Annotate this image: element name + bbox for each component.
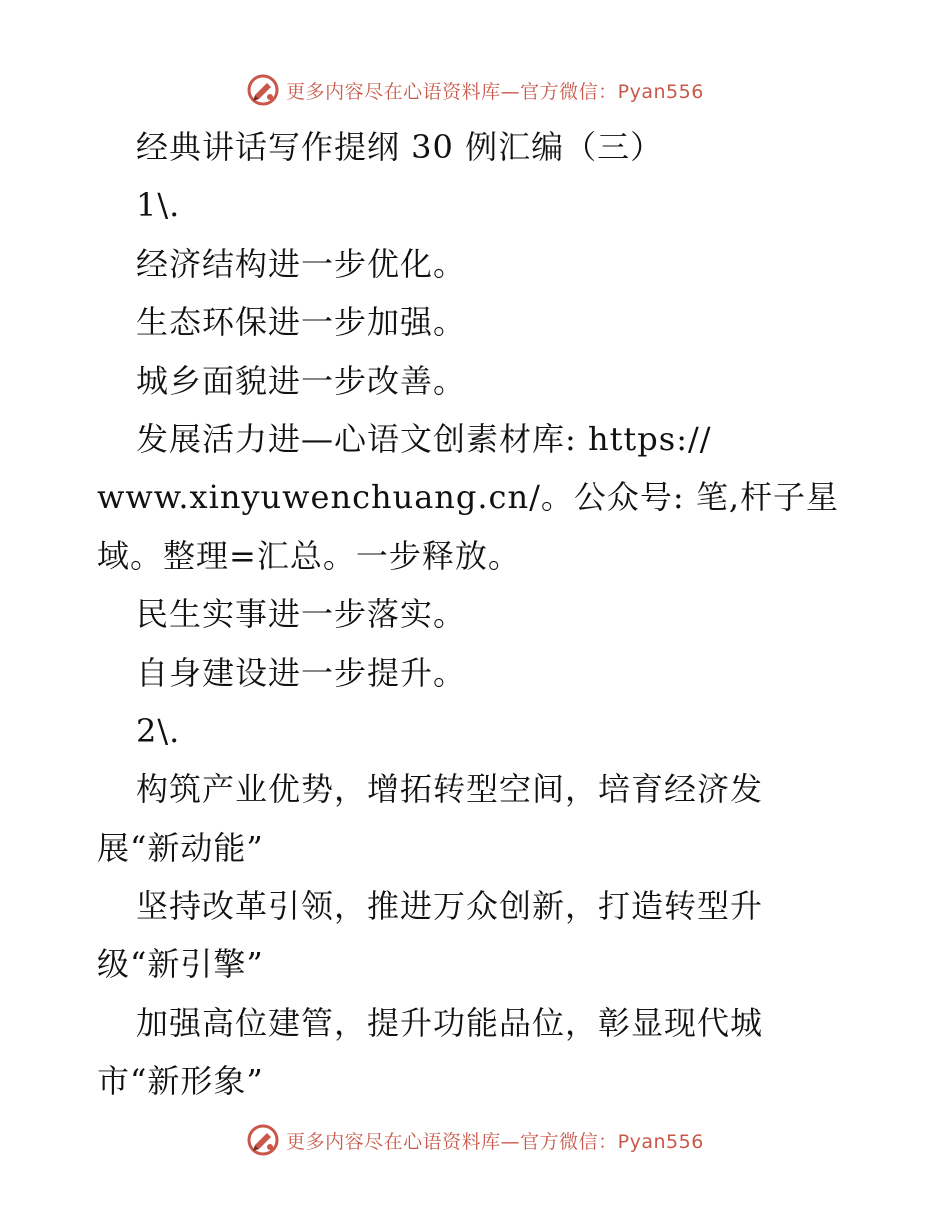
doc-line: 2\. <box>136 711 181 750</box>
doc-line: 构筑产业优势，增拓转型空间，培育经济发 <box>136 770 764 809</box>
pen-logo-icon <box>246 1123 280 1157</box>
doc-line: 市“新形象” <box>97 1062 264 1101</box>
doc-line: 展“新动能” <box>97 828 264 867</box>
footer-banner <box>0 1120 950 1160</box>
doc-line: 加强高位建管，提升功能品位，彰显现代城 <box>136 1003 764 1042</box>
doc-line: www.xinyuwenchuang.cn/。公众号: 笔,杆子星 <box>97 478 839 517</box>
doc-line: 城乡面貌进一步改善。 <box>136 361 467 400</box>
doc-line: 级“新引擎” <box>97 945 264 984</box>
doc-line: 发展活力进—心语文创素材库: https:// <box>136 419 712 458</box>
header-banner-text: 更多内容尽在心语资料库—官方微信：Pyan556 <box>286 80 704 103</box>
doc-line: 坚持改革引领，推进万众创新，打造转型升 <box>136 887 764 926</box>
doc-line: 生态环保进一步加强。 <box>136 303 467 342</box>
document-body <box>97 118 839 1111</box>
doc-line: 民生实事进一步落实。 <box>136 595 467 634</box>
header-banner <box>0 70 950 110</box>
doc-title: 经典讲话写作提纲 30 例汇编（三） <box>136 128 664 166</box>
doc-line: 域。整理=汇总。一步释放。 <box>97 536 521 575</box>
doc-line: 自身建设进一步提升。 <box>136 653 467 692</box>
doc-line: 经济结构进一步优化。 <box>136 244 467 283</box>
pen-logo-icon <box>246 73 280 107</box>
footer-banner-text: 更多内容尽在心语资料库—官方微信：Pyan556 <box>286 1130 704 1153</box>
doc-line: 1\. <box>136 186 181 225</box>
